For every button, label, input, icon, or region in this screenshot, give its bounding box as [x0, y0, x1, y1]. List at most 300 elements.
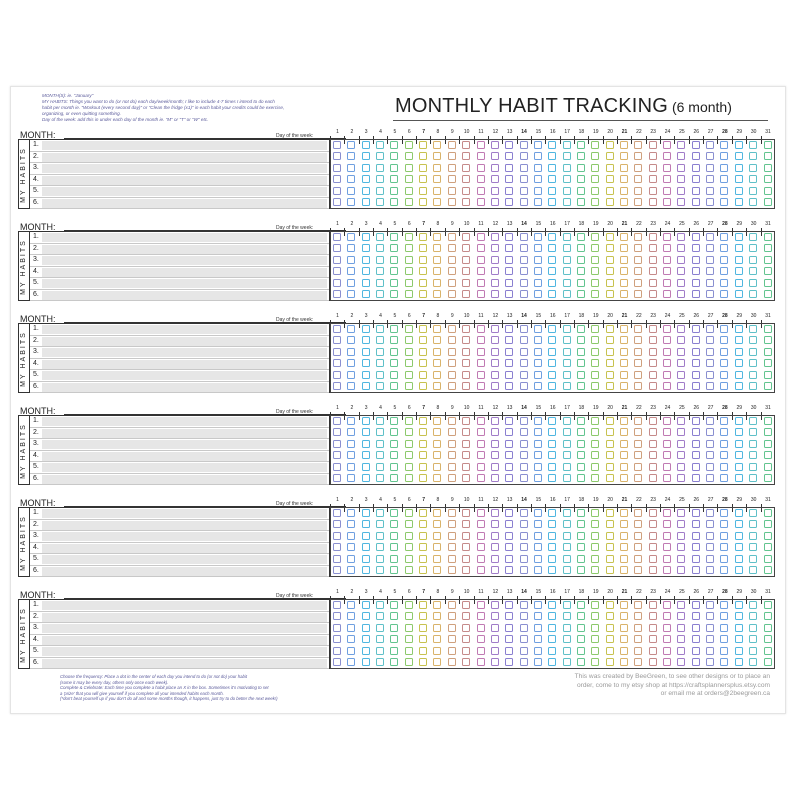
habit-checkbox[interactable]	[347, 635, 355, 643]
habit-checkbox[interactable]	[634, 555, 642, 563]
habit-checkbox[interactable]	[520, 451, 528, 459]
habit-checkbox[interactable]	[534, 233, 542, 241]
habit-checkbox[interactable]	[520, 336, 528, 344]
habit-checkbox[interactable]	[720, 451, 728, 459]
habit-checkbox[interactable]	[520, 532, 528, 540]
habit-checkbox[interactable]	[692, 141, 700, 149]
habit-checkbox[interactable]	[706, 198, 714, 206]
habit-checkbox[interactable]	[677, 141, 685, 149]
habit-checkbox[interactable]	[433, 325, 441, 333]
habit-checkbox[interactable]	[347, 624, 355, 632]
habit-checkbox[interactable]	[706, 520, 714, 528]
habit-checkbox[interactable]	[362, 198, 370, 206]
habit-checkbox[interactable]	[735, 532, 743, 540]
habit-checkbox[interactable]	[649, 601, 657, 609]
habit-checkbox[interactable]	[692, 267, 700, 275]
habit-checkbox[interactable]	[764, 336, 772, 344]
habit-checkbox[interactable]	[405, 658, 413, 666]
habit-checkbox[interactable]	[749, 141, 757, 149]
habit-checkbox[interactable]	[376, 244, 384, 252]
habit-checkbox[interactable]	[419, 233, 427, 241]
habit-checkbox[interactable]	[505, 164, 513, 172]
habit-checkbox[interactable]	[692, 233, 700, 241]
habit-checkbox[interactable]	[333, 532, 341, 540]
habit-checkbox[interactable]	[720, 520, 728, 528]
habit-checkbox[interactable]	[362, 532, 370, 540]
habit-checkbox[interactable]	[620, 175, 628, 183]
habit-checkbox[interactable]	[677, 336, 685, 344]
habit-checkbox[interactable]	[735, 244, 743, 252]
habit-checkbox[interactable]	[735, 325, 743, 333]
habit-checkbox[interactable]	[376, 520, 384, 528]
habit-checkbox[interactable]	[333, 244, 341, 252]
habit-checkbox[interactable]	[376, 175, 384, 183]
habit-checkbox[interactable]	[419, 141, 427, 149]
habit-checkbox[interactable]	[649, 187, 657, 195]
habit-checkbox[interactable]	[419, 555, 427, 563]
habit-checkbox[interactable]	[362, 348, 370, 356]
habit-checkbox[interactable]	[764, 325, 772, 333]
habit-checkbox[interactable]	[520, 635, 528, 643]
habit-checkbox[interactable]	[649, 635, 657, 643]
habit-checkbox[interactable]	[462, 290, 470, 298]
habit-checkbox[interactable]	[548, 382, 556, 390]
habit-checkbox[interactable]	[706, 647, 714, 655]
habit-checkbox[interactable]	[520, 152, 528, 160]
habit-checkbox[interactable]	[362, 509, 370, 517]
habit-checkbox[interactable]	[749, 359, 757, 367]
habit-checkbox[interactable]	[677, 417, 685, 425]
habit-checkbox[interactable]	[520, 371, 528, 379]
habit-checkbox[interactable]	[520, 164, 528, 172]
habit-checkbox[interactable]	[735, 164, 743, 172]
habit-checkbox[interactable]	[548, 647, 556, 655]
habit-checkbox[interactable]	[534, 279, 542, 287]
habit-checkbox[interactable]	[634, 463, 642, 471]
habit-checkbox[interactable]	[448, 325, 456, 333]
habit-checkbox[interactable]	[591, 428, 599, 436]
habit-checkbox[interactable]	[706, 187, 714, 195]
habit-checkbox[interactable]	[405, 290, 413, 298]
habit-checkbox[interactable]	[462, 359, 470, 367]
habit-checkbox[interactable]	[735, 612, 743, 620]
habit-checkbox[interactable]	[505, 256, 513, 264]
habit-checkbox[interactable]	[405, 325, 413, 333]
habit-checkbox[interactable]	[376, 474, 384, 482]
habit-checkbox[interactable]	[390, 256, 398, 264]
habit-checkbox[interactable]	[362, 141, 370, 149]
habit-checkbox[interactable]	[505, 348, 513, 356]
habit-checkbox[interactable]	[405, 635, 413, 643]
habit-checkbox[interactable]	[735, 198, 743, 206]
habit-checkbox[interactable]	[520, 290, 528, 298]
habit-checkbox[interactable]	[491, 152, 499, 160]
habit-checkbox[interactable]	[692, 175, 700, 183]
habit-checkbox[interactable]	[720, 164, 728, 172]
habit-checkbox[interactable]	[347, 543, 355, 551]
habit-checkbox[interactable]	[405, 164, 413, 172]
habit-checkbox[interactable]	[362, 175, 370, 183]
habit-checkbox[interactable]	[462, 463, 470, 471]
habit-checkbox[interactable]	[548, 566, 556, 574]
habit-checkbox[interactable]	[663, 244, 671, 252]
habit-checkbox[interactable]	[706, 440, 714, 448]
habit-checkbox[interactable]	[520, 325, 528, 333]
habit-checkbox[interactable]	[390, 187, 398, 195]
habit-checkbox[interactable]	[692, 440, 700, 448]
habit-checkbox[interactable]	[405, 532, 413, 540]
habit-checkbox[interactable]	[563, 164, 571, 172]
habit-checkbox[interactable]	[692, 463, 700, 471]
habit-checkbox[interactable]	[491, 290, 499, 298]
habit-checkbox[interactable]	[663, 451, 671, 459]
habit-checkbox[interactable]	[390, 440, 398, 448]
habit-checkbox[interactable]	[347, 164, 355, 172]
habit-checkbox[interactable]	[764, 256, 772, 264]
habit-checkbox[interactable]	[376, 451, 384, 459]
habit-checkbox[interactable]	[347, 451, 355, 459]
habit-checkbox[interactable]	[764, 451, 772, 459]
habit-checkbox[interactable]	[577, 463, 585, 471]
habit-checkbox[interactable]	[720, 647, 728, 655]
habit-checkbox[interactable]	[477, 256, 485, 264]
habit-checkbox[interactable]	[362, 290, 370, 298]
habit-checkbox[interactable]	[764, 428, 772, 436]
habit-checkbox[interactable]	[362, 152, 370, 160]
habit-checkbox[interactable]	[606, 371, 614, 379]
habit-checkbox[interactable]	[720, 417, 728, 425]
habit-entry-field[interactable]	[42, 440, 327, 449]
habit-checkbox[interactable]	[591, 474, 599, 482]
habit-checkbox[interactable]	[405, 417, 413, 425]
habit-checkbox[interactable]	[548, 543, 556, 551]
habit-checkbox[interactable]	[706, 382, 714, 390]
habit-checkbox[interactable]	[577, 635, 585, 643]
habit-checkbox[interactable]	[749, 624, 757, 632]
habit-checkbox[interactable]	[405, 244, 413, 252]
habit-checkbox[interactable]	[735, 555, 743, 563]
habit-checkbox[interactable]	[620, 371, 628, 379]
habit-checkbox[interactable]	[347, 256, 355, 264]
habit-checkbox[interactable]	[491, 543, 499, 551]
habit-checkbox[interactable]	[477, 440, 485, 448]
habit-checkbox[interactable]	[677, 175, 685, 183]
habit-checkbox[interactable]	[692, 152, 700, 160]
habit-checkbox[interactable]	[720, 474, 728, 482]
habit-checkbox[interactable]	[548, 371, 556, 379]
habit-checkbox[interactable]	[720, 359, 728, 367]
habit-checkbox[interactable]	[649, 555, 657, 563]
habit-checkbox[interactable]	[706, 635, 714, 643]
habit-checkbox[interactable]	[505, 474, 513, 482]
habit-checkbox[interactable]	[764, 187, 772, 195]
habit-checkbox[interactable]	[563, 624, 571, 632]
habit-checkbox[interactable]	[563, 532, 571, 540]
habit-checkbox[interactable]	[520, 440, 528, 448]
habit-checkbox[interactable]	[534, 256, 542, 264]
habit-checkbox[interactable]	[663, 474, 671, 482]
habit-checkbox[interactable]	[362, 417, 370, 425]
habit-checkbox[interactable]	[390, 198, 398, 206]
habit-checkbox[interactable]	[505, 382, 513, 390]
habit-checkbox[interactable]	[433, 279, 441, 287]
habit-checkbox[interactable]	[749, 198, 757, 206]
habit-checkbox[interactable]	[362, 267, 370, 275]
habit-checkbox[interactable]	[577, 612, 585, 620]
habit-checkbox[interactable]	[620, 612, 628, 620]
habit-checkbox[interactable]	[577, 371, 585, 379]
habit-checkbox[interactable]	[534, 348, 542, 356]
habit-checkbox[interactable]	[706, 474, 714, 482]
habit-checkbox[interactable]	[390, 152, 398, 160]
habit-checkbox[interactable]	[376, 152, 384, 160]
habit-checkbox[interactable]	[505, 187, 513, 195]
habit-checkbox[interactable]	[720, 244, 728, 252]
habit-checkbox[interactable]	[505, 532, 513, 540]
habit-checkbox[interactable]	[491, 509, 499, 517]
habit-checkbox[interactable]	[591, 267, 599, 275]
habit-entry-field[interactable]	[42, 463, 327, 472]
habit-checkbox[interactable]	[333, 612, 341, 620]
habit-entry-field[interactable]	[42, 153, 327, 162]
habit-checkbox[interactable]	[520, 187, 528, 195]
habit-checkbox[interactable]	[677, 325, 685, 333]
habit-checkbox[interactable]	[663, 256, 671, 264]
habit-checkbox[interactable]	[591, 624, 599, 632]
habit-checkbox[interactable]	[649, 428, 657, 436]
habit-checkbox[interactable]	[448, 509, 456, 517]
habit-checkbox[interactable]	[577, 141, 585, 149]
habit-checkbox[interactable]	[692, 336, 700, 344]
habit-checkbox[interactable]	[634, 543, 642, 551]
habit-checkbox[interactable]	[419, 336, 427, 344]
habit-checkbox[interactable]	[606, 279, 614, 287]
habit-checkbox[interactable]	[649, 152, 657, 160]
habit-checkbox[interactable]	[663, 336, 671, 344]
habit-checkbox[interactable]	[606, 187, 614, 195]
habit-checkbox[interactable]	[505, 336, 513, 344]
habit-checkbox[interactable]	[720, 141, 728, 149]
habit-checkbox[interactable]	[548, 612, 556, 620]
habit-checkbox[interactable]	[577, 566, 585, 574]
habit-checkbox[interactable]	[563, 290, 571, 298]
habit-checkbox[interactable]	[735, 152, 743, 160]
habit-entry-field[interactable]	[42, 417, 327, 426]
habit-checkbox[interactable]	[735, 428, 743, 436]
habit-checkbox[interactable]	[462, 566, 470, 574]
habit-checkbox[interactable]	[433, 624, 441, 632]
habit-entry-field[interactable]	[42, 176, 327, 185]
habit-checkbox[interactable]	[548, 279, 556, 287]
habit-checkbox[interactable]	[577, 256, 585, 264]
habit-checkbox[interactable]	[749, 325, 757, 333]
habit-checkbox[interactable]	[477, 371, 485, 379]
habit-checkbox[interactable]	[333, 371, 341, 379]
habit-checkbox[interactable]	[448, 463, 456, 471]
habit-checkbox[interactable]	[620, 290, 628, 298]
habit-checkbox[interactable]	[634, 658, 642, 666]
habit-checkbox[interactable]	[706, 290, 714, 298]
habit-checkbox[interactable]	[706, 141, 714, 149]
habit-checkbox[interactable]	[462, 233, 470, 241]
habit-checkbox[interactable]	[376, 624, 384, 632]
habit-checkbox[interactable]	[390, 141, 398, 149]
habit-checkbox[interactable]	[563, 348, 571, 356]
habit-checkbox[interactable]	[433, 187, 441, 195]
habit-checkbox[interactable]	[390, 348, 398, 356]
habit-checkbox[interactable]	[419, 647, 427, 655]
habit-checkbox[interactable]	[749, 532, 757, 540]
habit-checkbox[interactable]	[433, 371, 441, 379]
habit-checkbox[interactable]	[362, 233, 370, 241]
habit-checkbox[interactable]	[548, 267, 556, 275]
habit-checkbox[interactable]	[534, 601, 542, 609]
habit-checkbox[interactable]	[433, 463, 441, 471]
habit-checkbox[interactable]	[577, 601, 585, 609]
habit-checkbox[interactable]	[376, 543, 384, 551]
habit-checkbox[interactable]	[749, 233, 757, 241]
habit-checkbox[interactable]	[347, 336, 355, 344]
habit-checkbox[interactable]	[462, 428, 470, 436]
habit-checkbox[interactable]	[677, 509, 685, 517]
habit-checkbox[interactable]	[649, 440, 657, 448]
habit-checkbox[interactable]	[591, 417, 599, 425]
habit-checkbox[interactable]	[563, 647, 571, 655]
habit-checkbox[interactable]	[347, 244, 355, 252]
habit-checkbox[interactable]	[548, 520, 556, 528]
habit-checkbox[interactable]	[634, 520, 642, 528]
habit-checkbox[interactable]	[649, 463, 657, 471]
habit-checkbox[interactable]	[649, 141, 657, 149]
habit-checkbox[interactable]	[577, 451, 585, 459]
habit-checkbox[interactable]	[433, 474, 441, 482]
habit-checkbox[interactable]	[764, 175, 772, 183]
habit-checkbox[interactable]	[606, 520, 614, 528]
habit-checkbox[interactable]	[706, 279, 714, 287]
habit-checkbox[interactable]	[419, 566, 427, 574]
habit-checkbox[interactable]	[390, 428, 398, 436]
habit-checkbox[interactable]	[764, 474, 772, 482]
habit-checkbox[interactable]	[677, 198, 685, 206]
habit-entry-field[interactable]	[42, 325, 327, 334]
habit-checkbox[interactable]	[706, 612, 714, 620]
habit-checkbox[interactable]	[520, 566, 528, 574]
habit-checkbox[interactable]	[534, 428, 542, 436]
habit-checkbox[interactable]	[764, 279, 772, 287]
habit-checkbox[interactable]	[606, 635, 614, 643]
habit-checkbox[interactable]	[591, 233, 599, 241]
habit-checkbox[interactable]	[333, 543, 341, 551]
habit-checkbox[interactable]	[376, 658, 384, 666]
habit-checkbox[interactable]	[462, 187, 470, 195]
habit-checkbox[interactable]	[520, 520, 528, 528]
habit-checkbox[interactable]	[663, 566, 671, 574]
habit-checkbox[interactable]	[333, 417, 341, 425]
habit-checkbox[interactable]	[405, 336, 413, 344]
habit-checkbox[interactable]	[390, 658, 398, 666]
habit-entry-field[interactable]	[42, 532, 327, 541]
habit-checkbox[interactable]	[333, 428, 341, 436]
habit-checkbox[interactable]	[706, 532, 714, 540]
habit-checkbox[interactable]	[749, 152, 757, 160]
habit-checkbox[interactable]	[505, 658, 513, 666]
habit-checkbox[interactable]	[333, 198, 341, 206]
habit-checkbox[interactable]	[405, 359, 413, 367]
habit-checkbox[interactable]	[649, 474, 657, 482]
habit-checkbox[interactable]	[362, 474, 370, 482]
habit-checkbox[interactable]	[462, 279, 470, 287]
habit-checkbox[interactable]	[677, 474, 685, 482]
habit-checkbox[interactable]	[649, 612, 657, 620]
habit-checkbox[interactable]	[362, 164, 370, 172]
habit-checkbox[interactable]	[677, 451, 685, 459]
habit-checkbox[interactable]	[534, 336, 542, 344]
habit-checkbox[interactable]	[606, 451, 614, 459]
habit-checkbox[interactable]	[749, 348, 757, 356]
habit-checkbox[interactable]	[462, 164, 470, 172]
habit-checkbox[interactable]	[390, 520, 398, 528]
habit-checkbox[interactable]	[362, 382, 370, 390]
habit-checkbox[interactable]	[433, 566, 441, 574]
habit-checkbox[interactable]	[735, 336, 743, 344]
habit-checkbox[interactable]	[563, 474, 571, 482]
habit-checkbox[interactable]	[448, 198, 456, 206]
habit-checkbox[interactable]	[390, 463, 398, 471]
habit-checkbox[interactable]	[649, 658, 657, 666]
habit-checkbox[interactable]	[347, 233, 355, 241]
habit-checkbox[interactable]	[720, 612, 728, 620]
habit-checkbox[interactable]	[620, 451, 628, 459]
habit-checkbox[interactable]	[362, 244, 370, 252]
habit-checkbox[interactable]	[534, 371, 542, 379]
habit-checkbox[interactable]	[577, 152, 585, 160]
habit-checkbox[interactable]	[663, 520, 671, 528]
habit-checkbox[interactable]	[491, 451, 499, 459]
habit-checkbox[interactable]	[591, 279, 599, 287]
habit-checkbox[interactable]	[347, 348, 355, 356]
habit-checkbox[interactable]	[462, 371, 470, 379]
habit-checkbox[interactable]	[534, 543, 542, 551]
habit-checkbox[interactable]	[692, 543, 700, 551]
habit-checkbox[interactable]	[520, 198, 528, 206]
habit-checkbox[interactable]	[677, 279, 685, 287]
habit-checkbox[interactable]	[462, 543, 470, 551]
habit-checkbox[interactable]	[720, 509, 728, 517]
habit-checkbox[interactable]	[520, 256, 528, 264]
habit-checkbox[interactable]	[663, 417, 671, 425]
habit-checkbox[interactable]	[534, 451, 542, 459]
habit-checkbox[interactable]	[591, 463, 599, 471]
habit-checkbox[interactable]	[634, 612, 642, 620]
habit-checkbox[interactable]	[419, 348, 427, 356]
habit-checkbox[interactable]	[405, 233, 413, 241]
habit-checkbox[interactable]	[720, 428, 728, 436]
habit-checkbox[interactable]	[706, 256, 714, 264]
habit-checkbox[interactable]	[563, 359, 571, 367]
habit-checkbox[interactable]	[692, 601, 700, 609]
habit-checkbox[interactable]	[505, 279, 513, 287]
habit-checkbox[interactable]	[749, 417, 757, 425]
habit-checkbox[interactable]	[764, 635, 772, 643]
habit-checkbox[interactable]	[419, 244, 427, 252]
habit-checkbox[interactable]	[448, 428, 456, 436]
habit-checkbox[interactable]	[548, 325, 556, 333]
habit-checkbox[interactable]	[720, 382, 728, 390]
habit-checkbox[interactable]	[706, 244, 714, 252]
habit-checkbox[interactable]	[606, 474, 614, 482]
habit-checkbox[interactable]	[720, 233, 728, 241]
habit-checkbox[interactable]	[591, 555, 599, 563]
